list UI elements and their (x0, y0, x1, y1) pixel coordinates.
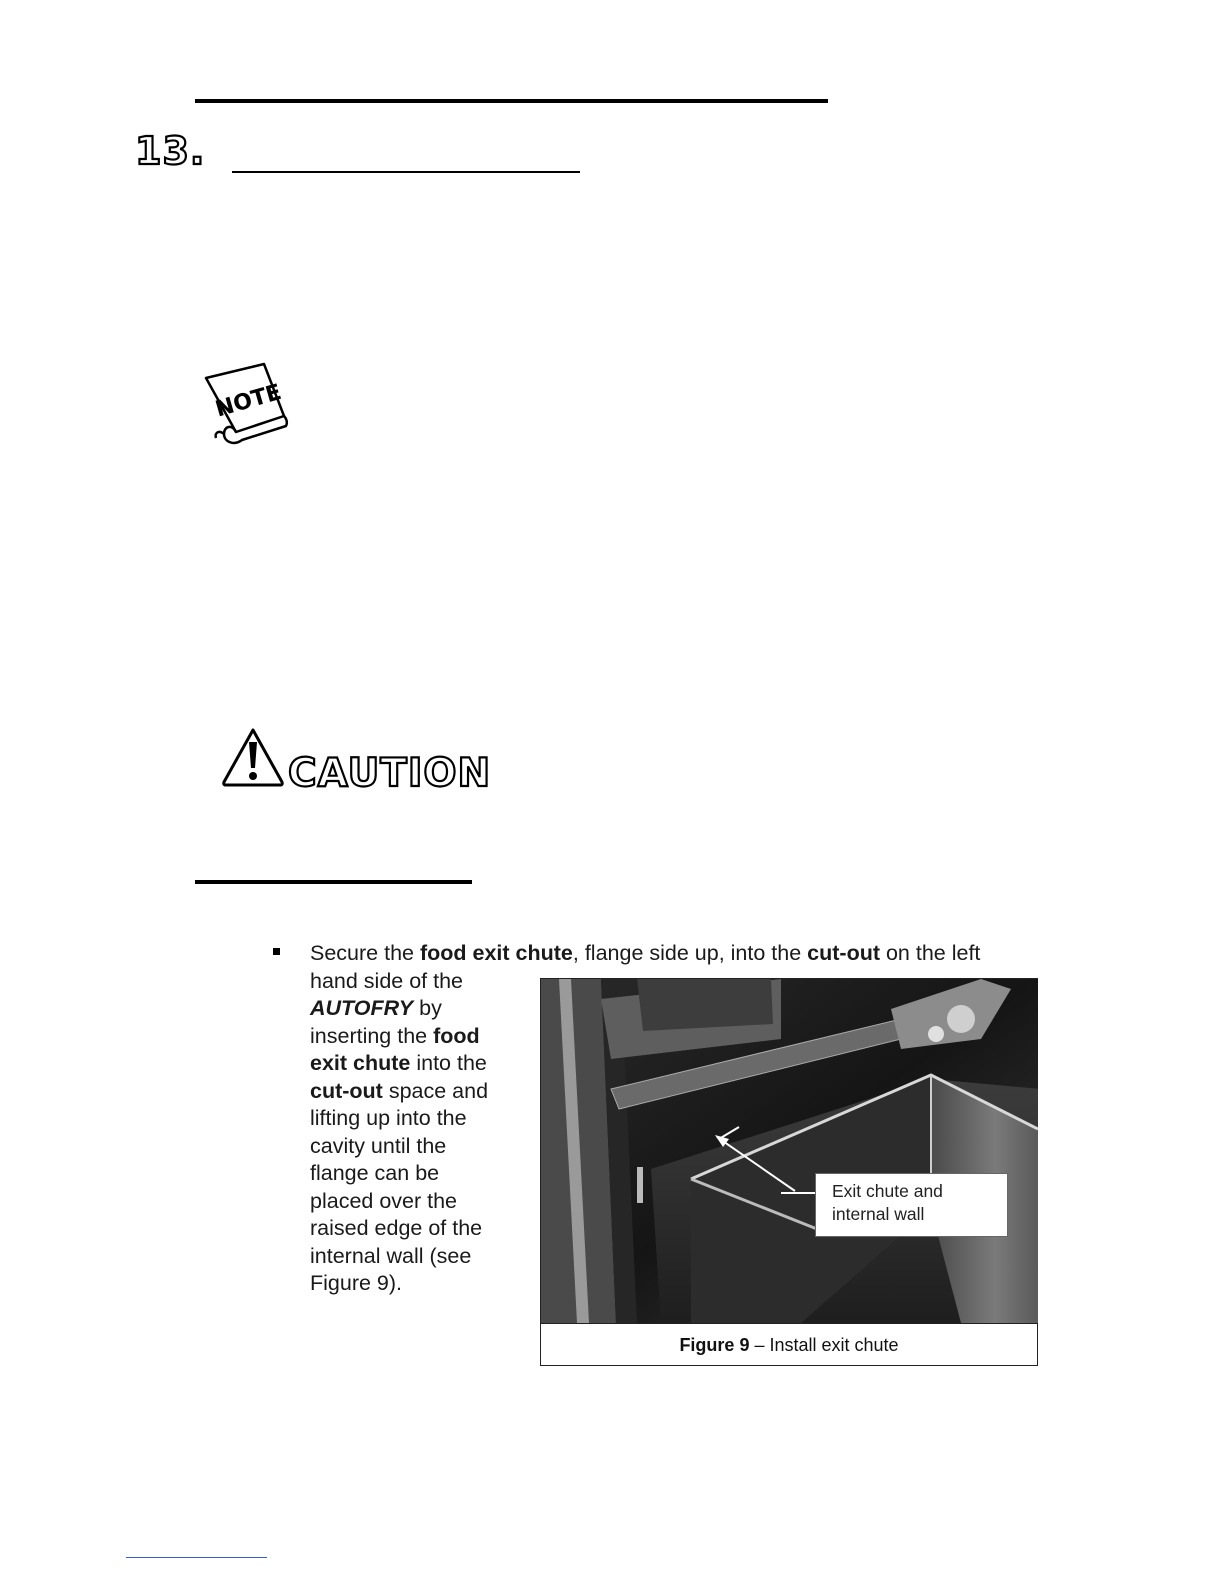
subsection-underline (195, 880, 472, 884)
figure-9 (540, 978, 1038, 1366)
instruction-line: flange can be (310, 1161, 440, 1185)
figure-callout (815, 1173, 1008, 1237)
instruction-line: AUTOFRY by (310, 996, 442, 1020)
figure-caption-text: – Install exit chute (749, 1335, 899, 1355)
callout-line: internal wall (832, 1204, 925, 1224)
instruction-line: cavity until the (310, 1134, 447, 1158)
figure-caption (541, 1323, 1037, 1366)
caution-warning-icon (220, 726, 286, 788)
exit-chute-photo (541, 979, 1038, 1323)
section-number: 13. (135, 129, 206, 173)
top-rule (195, 99, 828, 103)
instruction-line: internal wall (see (310, 1244, 472, 1268)
instruction-line: Figure 9). (310, 1271, 403, 1295)
footer-link-underline (126, 1557, 267, 1558)
bullet-marker (273, 948, 280, 955)
instruction-line: placed over the (310, 1189, 458, 1213)
figure-caption-label: Figure 9 (679, 1335, 750, 1355)
instruction-line: hand side of the (310, 969, 464, 993)
callout-line: Exit chute and (832, 1181, 943, 1201)
instruction-line: cut-out space and (310, 1079, 489, 1103)
section-heading-underline (232, 171, 580, 173)
instruction-line: Secure the food exit chute, flange side up, into the cut-out on the left (310, 941, 981, 965)
svg-text:NOTE: NOTE (212, 379, 285, 423)
instruction-line: raised edge of the (310, 1216, 483, 1240)
instruction-line: lifting up into the (310, 1106, 467, 1130)
instruction-line: exit chute into the (310, 1051, 487, 1075)
instruction-line: inserting the food (310, 1024, 480, 1048)
caution-label: CAUTION (288, 751, 492, 796)
note-icon (202, 360, 292, 450)
